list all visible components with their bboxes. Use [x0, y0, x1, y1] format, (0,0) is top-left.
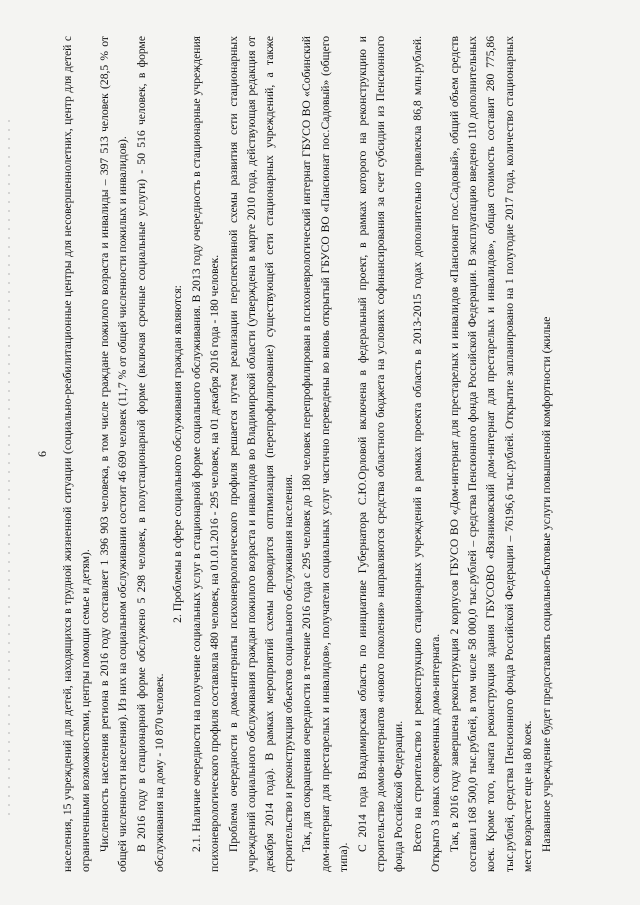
paragraph: 2.1. Наличие очередности на получение социальных услуг в стационарной форме социального обслуживания. В 2013 году очередность в стационарные учреждения психоневрологического профиля составляла 480 человек, на 01.01.2016 - 295 человек, на 01 декабря 2016 года - 180 человек. — [189, 36, 222, 872]
paragraph: Проблема очередности в дома-интернаты психоневрологического профиля решается путем реализации перспективной схемы развития сети стационарных учреждений социального обслуживания граждан пожилого возраста и инвалидов во Владимирской области (утверждена в марте 2010 года, действующая редакция от декабря 2014 года). В рамках мероприятий схемы проводится оптимизация (перепрофилирование) существующей сети стационарных учреждений, а также строительство и реконструкция объектов социального обслуживания населения. — [226, 36, 295, 872]
paragraph: Так, в 2016 году завершена реконструкция 2 корпусов ГБУСО ВО «Дом-интернат для престарелых и инвалидов «Пансионат пос.Садовый», общий объем средств составил 168 500,0 тыс.рублей, в том числе 58 000,0 тыс.рублей – средства Пенсионного фонда Российской Федерации. В эксплуатацию введено 110 дополнительных коек. Кроме того, начата реконструкция здания ГБУСОВО «Вязниковский дом-интернат для престарелых и инвалидов», общая стоимость составит 280 775,86 тыс.рублей, средства Пенсионного фонда Российской Федерации – 76196,6 тыс.рублей. Открытие запланировано на 1 полугодие 2017 года, количество стационарных мест возрастет еще на 80 коек. — [447, 36, 535, 872]
paragraph: Так, для сокращения очередности в течение 2016 года с 295 человек до 180 человек перепрофилирован в психоневрологический интернат ГБУСО ВО «Собинский дом-интернат для престарелых и инвалидов», получатели социальных услуг частично переведены во вновь открытый ГБУСО ВО «Пансионат пос.Садовый» (общего типа). — [300, 36, 351, 872]
paragraph: С 2014 года Владимирская область по инициативе Губернатора С.Ю.Орловой включена в федеральный проект, в рамках которого на реконструкцию и строительство домов-интернатов «нового поколения» направляются средства областного бюджета на условиях софинансирования за счет субсидии из Пенсионного фонда Российской Федерации. — [355, 36, 406, 872]
paragraph: Численность населения региона в 2016 году составляет 1 396 903 человека, в том числе граждане пожилого возраста и инвалиды – 397 513 человек (28,5 % от общей численности населения). Из них на социальном обслуживании состоит 46 690 человек (11,7 % от общей численности пожилых и инвалидов). — [97, 36, 130, 872]
page-number: 6 — [35, 451, 49, 457]
paragraph: Названное учреждение будет предоставлять социально-бытовые услуги повышенной комфортности (жилые — [539, 316, 553, 852]
section-heading: 2. Проблемы в сфере социального обслуживания граждан являются: — [171, 285, 185, 623]
scan-edge-shadow — [8, 120, 10, 820]
paragraph: населения, 15 учреждений для детей, находящихся в трудной жизненной ситуации (социально-реабилитационные центры для несовершеннолетних, центр для детей с ограниченными возможностями, центры помощи семье и детям). — [61, 36, 93, 872]
rotated-text-block — [31, 36, 609, 876]
paragraph: В 2016 году в стационарной форме обслужено 5 298 человек, в полустационарной форме (включая срочные социальные услуги) - 50 516 человек, в форме обслуживания на дому - 10 870 человек. — [134, 36, 167, 872]
paragraph: Всего на строительство и реконструкцию стационарных учреждений в рамках проекта область в 2013-2015 годах дополнительно привлекла 86,8 млн.рублей. Открыто 3 новых современных дома-интерната. — [410, 36, 443, 872]
